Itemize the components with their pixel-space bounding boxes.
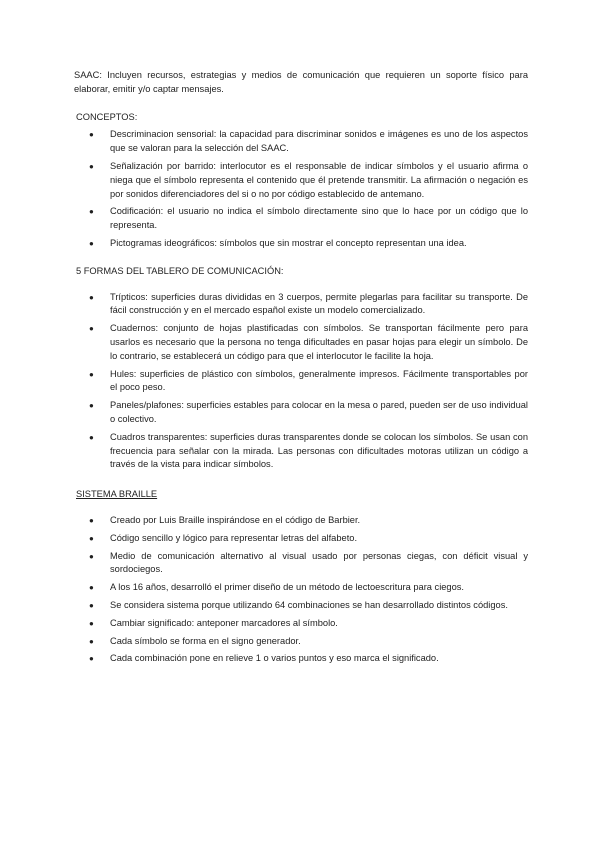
bullet-icon: ●: [89, 551, 94, 561]
bullet-icon: ●: [89, 292, 94, 302]
list-item: ● Creado por Luis Braille inspirándose en el código de Barbier.: [74, 514, 528, 528]
bullet-icon: ●: [89, 583, 94, 593]
list-item: ● Cambiar significado: anteponer marcadores al símbolo.: [74, 617, 528, 631]
list-item: ● Trípticos: superficies duras divididas en 3 cuerpos, permite plegarlas para facilitar su transporte. De fácil construcción y en el mercado español existe un modelo comercializado.: [89, 291, 528, 316]
list-item: ● Se considera sistema porque utilizando 64 combinaciones se han desarrollado distintos códigos.: [74, 599, 528, 613]
list-item: ● Codificación: el usuario no indica el símbolo directamente sino que lo hace por un código que lo representa.: [89, 206, 528, 231]
list-item: ● Paneles/plafones: superficies estables para colocar en la mesa o pared, pueden ser de uso individual o colectivo.: [89, 400, 528, 424]
bullet-icon: ●: [89, 636, 94, 646]
bullet-icon: ●: [89, 369, 94, 379]
bullet-icon: ●: [89, 618, 94, 628]
bullet-icon: ●: [89, 130, 94, 140]
list-item: ● Cuadernos: conjunto de hojas plastificadas con símbolos. Se transportan fácilmente pero para usarlos es necesario que la persona no tenga dificultades en pasar hojas para elegir un símbolo. De lo contrario, se establecerá un código para que el interlocutor le facilite la hoja.: [89, 323, 528, 361]
list-item: ● Cuadros transparentes: superficies duras transparentes donde se colocan los símbolos. Se usan con frecuencia para señalar con la mirada. Las personas con dificultades motoras utilizan un código a través de la vista para indicar símbolos.: [89, 431, 528, 470]
list-item: ● Código sencillo y lógico para representar letras del alfabeto.: [74, 532, 528, 546]
conceptos-heading: CONCEPTOS:: [76, 111, 138, 122]
bullet-icon: ●: [89, 600, 94, 610]
bullet-icon: ●: [89, 238, 94, 248]
list-item: ● Descriminacion sensorial: la capacidad para discriminar sonidos e imágenes es uno de los aspectos que se valoran para la selección del SAAC.: [89, 129, 528, 154]
list-item: ● Señalización por barrido: interlocutor es el responsable de indicar símbolos y el usuario afirma o niega que el símbolo representa el contenido que él pretende transmitir. La afirmación o negación es por sonidos diferenciadores del si o no por código establecido de antemano.: [89, 160, 528, 199]
bullet-icon: ●: [89, 432, 94, 442]
braille-heading: SISTEMA BRAILLE: [76, 489, 158, 500]
list-item: ● Cada símbolo se forma en el signo generador.: [74, 635, 528, 649]
list-item: ● Pictogramas ideográficos: símbolos que sin mostrar el concepto representan una idea.: [74, 237, 528, 251]
list-item: ● Medio de comunicación alternativo al visual usado por personas ciegas, con déficit visual y sordociegos.: [89, 550, 528, 575]
bullet-icon: ●: [89, 533, 94, 543]
bullet-icon: ●: [89, 161, 94, 171]
formas-heading: 5 FORMAS DEL TABLERO DE COMUNICACIÓN:: [76, 265, 284, 276]
bullet-icon: ●: [89, 207, 94, 217]
bullet-icon: ●: [89, 401, 94, 411]
list-item: ● Hules: superficies de plástico con símbolos, generalmente impresos. Fácilmente transportables por el poco peso.: [89, 368, 528, 393]
formas-list: [74, 291, 528, 473]
bullet-icon: ●: [89, 515, 94, 525]
bullet-icon: ●: [89, 654, 94, 664]
conceptos-list: [74, 128, 528, 250]
bullet-icon: ●: [89, 324, 94, 334]
intro-paragraph: SAAC: Incluyen recursos, estrategias y medios de comunicación que requieren un soporte físico para elaborar, emitir y/o captar mensajes.: [74, 70, 528, 94]
list-item: ● A los 16 años, desarrolló el primer diseño de un método de lectoescritura para ciegos.: [74, 581, 528, 595]
list-item: ● Cada combinación pone en relieve 1 o varios puntos y eso marca el significado.: [74, 652, 528, 666]
braille-list: [74, 514, 528, 666]
